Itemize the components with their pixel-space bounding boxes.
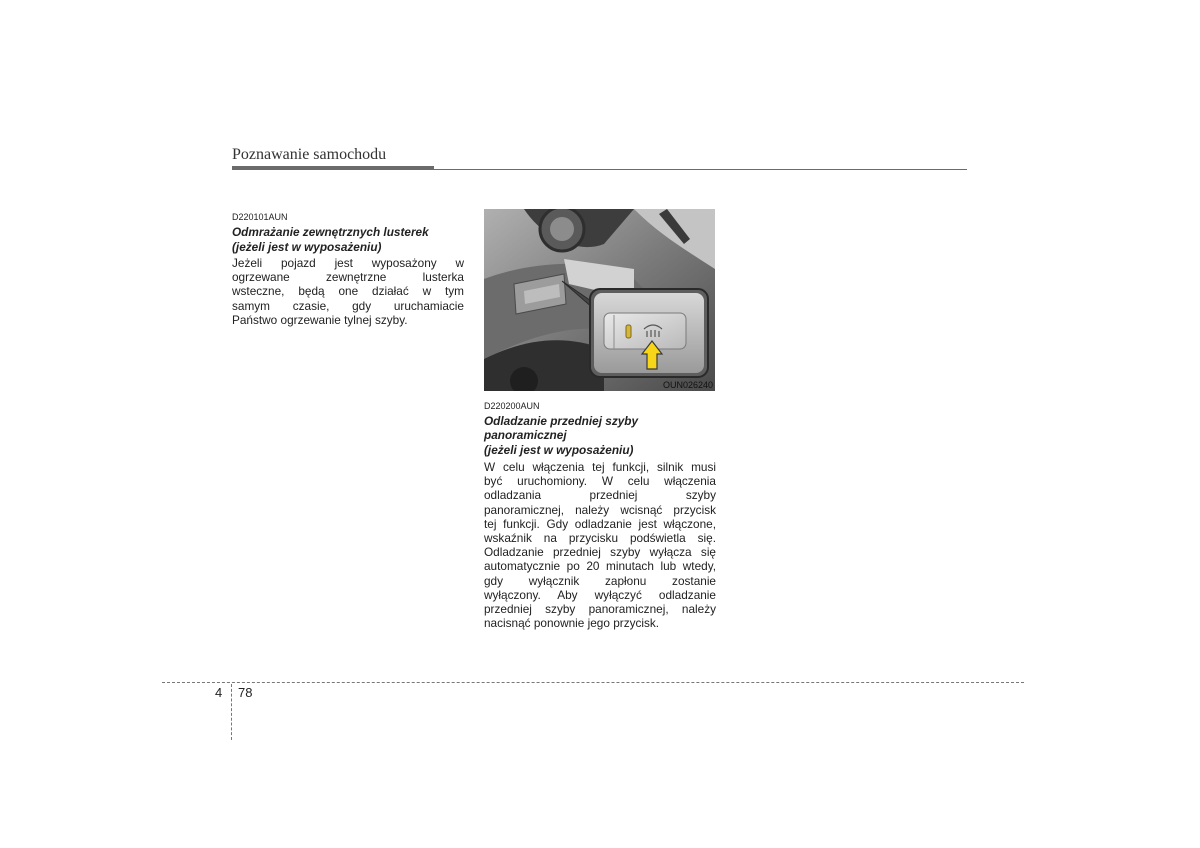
section2-body-line: Odladzanie przedniej szyby wyłącza się xyxy=(484,545,716,560)
section2-body-line: wskaźnik na przycisku podświetla się. xyxy=(484,531,716,546)
section2-body-line: nacisnąć ponownie jego przycisk. xyxy=(484,616,660,631)
section1-body-line: Jeżeli pojazd jest wyposażony w xyxy=(232,256,464,270)
section2-body-line: być uruchomiony. W celu włączenia xyxy=(484,474,716,489)
header-rule-thin xyxy=(434,169,967,170)
figure-code: OUN026240 xyxy=(662,380,713,390)
section2-body-line: panoramicznej, należy wcisnąć przycisk xyxy=(484,502,716,517)
section1-code: D220101AUN xyxy=(232,212,288,222)
dashboard-illustration xyxy=(484,209,715,391)
dashboard-photo xyxy=(484,209,715,391)
section1-title-line2: (jeżeli jest w wyposażeniu) xyxy=(232,240,382,254)
section2-body-line: automatycznie po 20 minutach lub wtedy, xyxy=(484,559,716,574)
section2-title-line3: (jeżeli jest w wyposażeniu) xyxy=(484,443,634,457)
section2-title-line1: Odladzanie przedniej szyby xyxy=(484,414,639,428)
section2-body-line: tej funkcji. Gdy odladzanie jest włączone, xyxy=(484,516,716,531)
footer-dashed-rule xyxy=(162,682,1024,683)
section2-code: D220200AUN xyxy=(484,401,540,411)
section2-title-line2: panoramicznej xyxy=(484,428,567,442)
page-number: 78 xyxy=(238,685,253,700)
section1-body-line: Państwo ogrzewanie tylnej szyby. xyxy=(232,312,408,327)
section1-body-line: samym czasie, gdy uruchamiacie xyxy=(232,298,464,313)
section1-body-line: ogrzewane zewnętrzne lusterka xyxy=(232,270,464,285)
section2-body-line: wyłączony. Aby wyłączyć odladzanie xyxy=(484,587,716,602)
section1-body-line: wsteczne, będą one działać w tym xyxy=(232,284,464,299)
section2-body-line: przedniej szyby panoramicznej, należy xyxy=(484,602,716,617)
section2-body-line: W celu włączenia tej funkcji, silnik musi xyxy=(484,460,716,474)
section2-body-line: gdy wyłącznik zapłonu zostanie xyxy=(484,573,716,588)
section2-body-line: odladzania przedniej szyby xyxy=(484,488,716,503)
section1-body xyxy=(232,256,464,327)
chapter-number: 4 xyxy=(215,685,223,700)
section2-body xyxy=(484,460,716,630)
section-header-title: Poznawanie samochodu xyxy=(232,146,387,163)
header-rule-thick xyxy=(232,166,434,170)
footer-vertical-dashed-rule xyxy=(231,684,232,740)
section1-title-line1: Odmrażanie zewnętrznych lusterek xyxy=(232,225,429,239)
